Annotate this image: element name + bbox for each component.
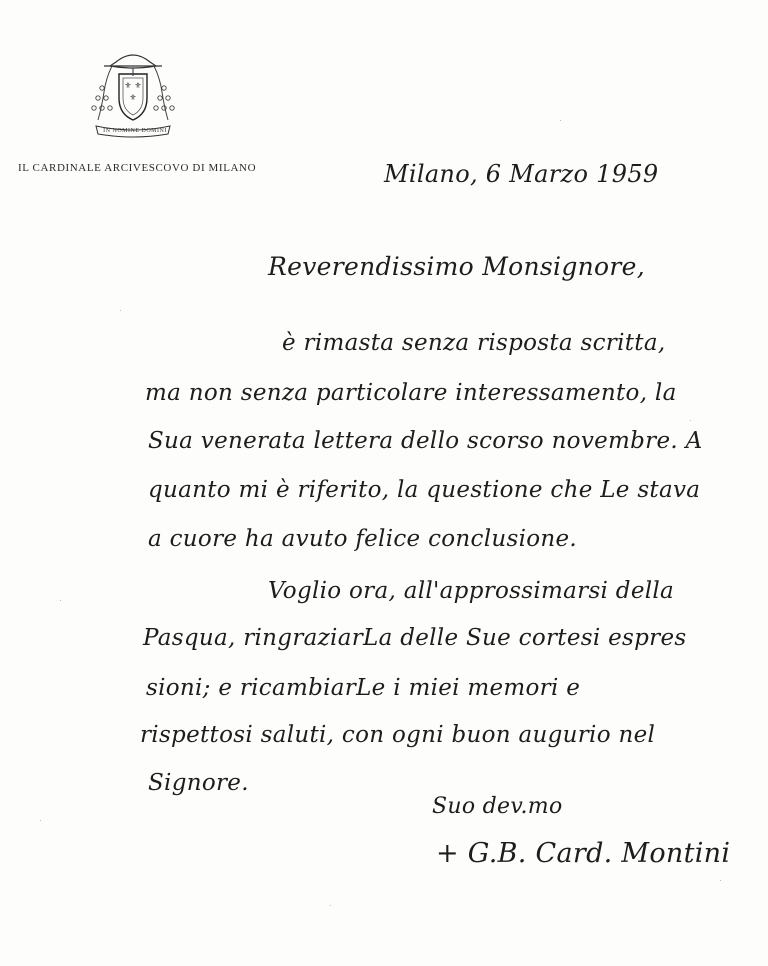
letter-line: Signore.: [148, 770, 249, 796]
letter-signature: + G.B. Card. Montini: [436, 838, 731, 869]
letter-line: Voglio ora, all'approssimarsi della: [268, 578, 675, 604]
cardinal-coat-of-arms-icon: [82, 48, 184, 140]
letterhead-title: IL CARDINALE ARCIVESCOVO DI MILANO: [18, 162, 257, 174]
letter-line: quanto mi è riferito, la questione che Le stava: [148, 477, 701, 503]
svg-text:⚜: ⚜: [134, 81, 142, 90]
svg-text:⚜: ⚜: [129, 93, 137, 102]
letter-line: Pasqua, ringraziarLa delle Sue cortesi espres: [143, 625, 687, 651]
letter-line: rispettosi saluti, con ogni buon augurio nel: [140, 722, 656, 748]
letter-line: a cuore ha avuto felice conclusione.: [148, 526, 578, 552]
letter-line: sioni; e ricambiarLe i miei memori e: [146, 675, 581, 701]
letter-salutation: Reverendissimo Monsignore,: [268, 252, 645, 281]
letter-line: Sua venerata lettera dello scorso novembre. A: [148, 428, 703, 454]
letter-closing: Suo dev.mo: [432, 794, 563, 819]
letter-line: è rimasta senza risposta scritta,: [282, 330, 666, 356]
crest-motto: IN NOMINE DOMINI: [103, 128, 167, 134]
svg-text:⚜: ⚜: [124, 81, 132, 90]
letter-date: Milano, 6 Marzo 1959: [384, 160, 659, 188]
letter-line: ma non senza particolare interessamento, la: [145, 380, 677, 406]
